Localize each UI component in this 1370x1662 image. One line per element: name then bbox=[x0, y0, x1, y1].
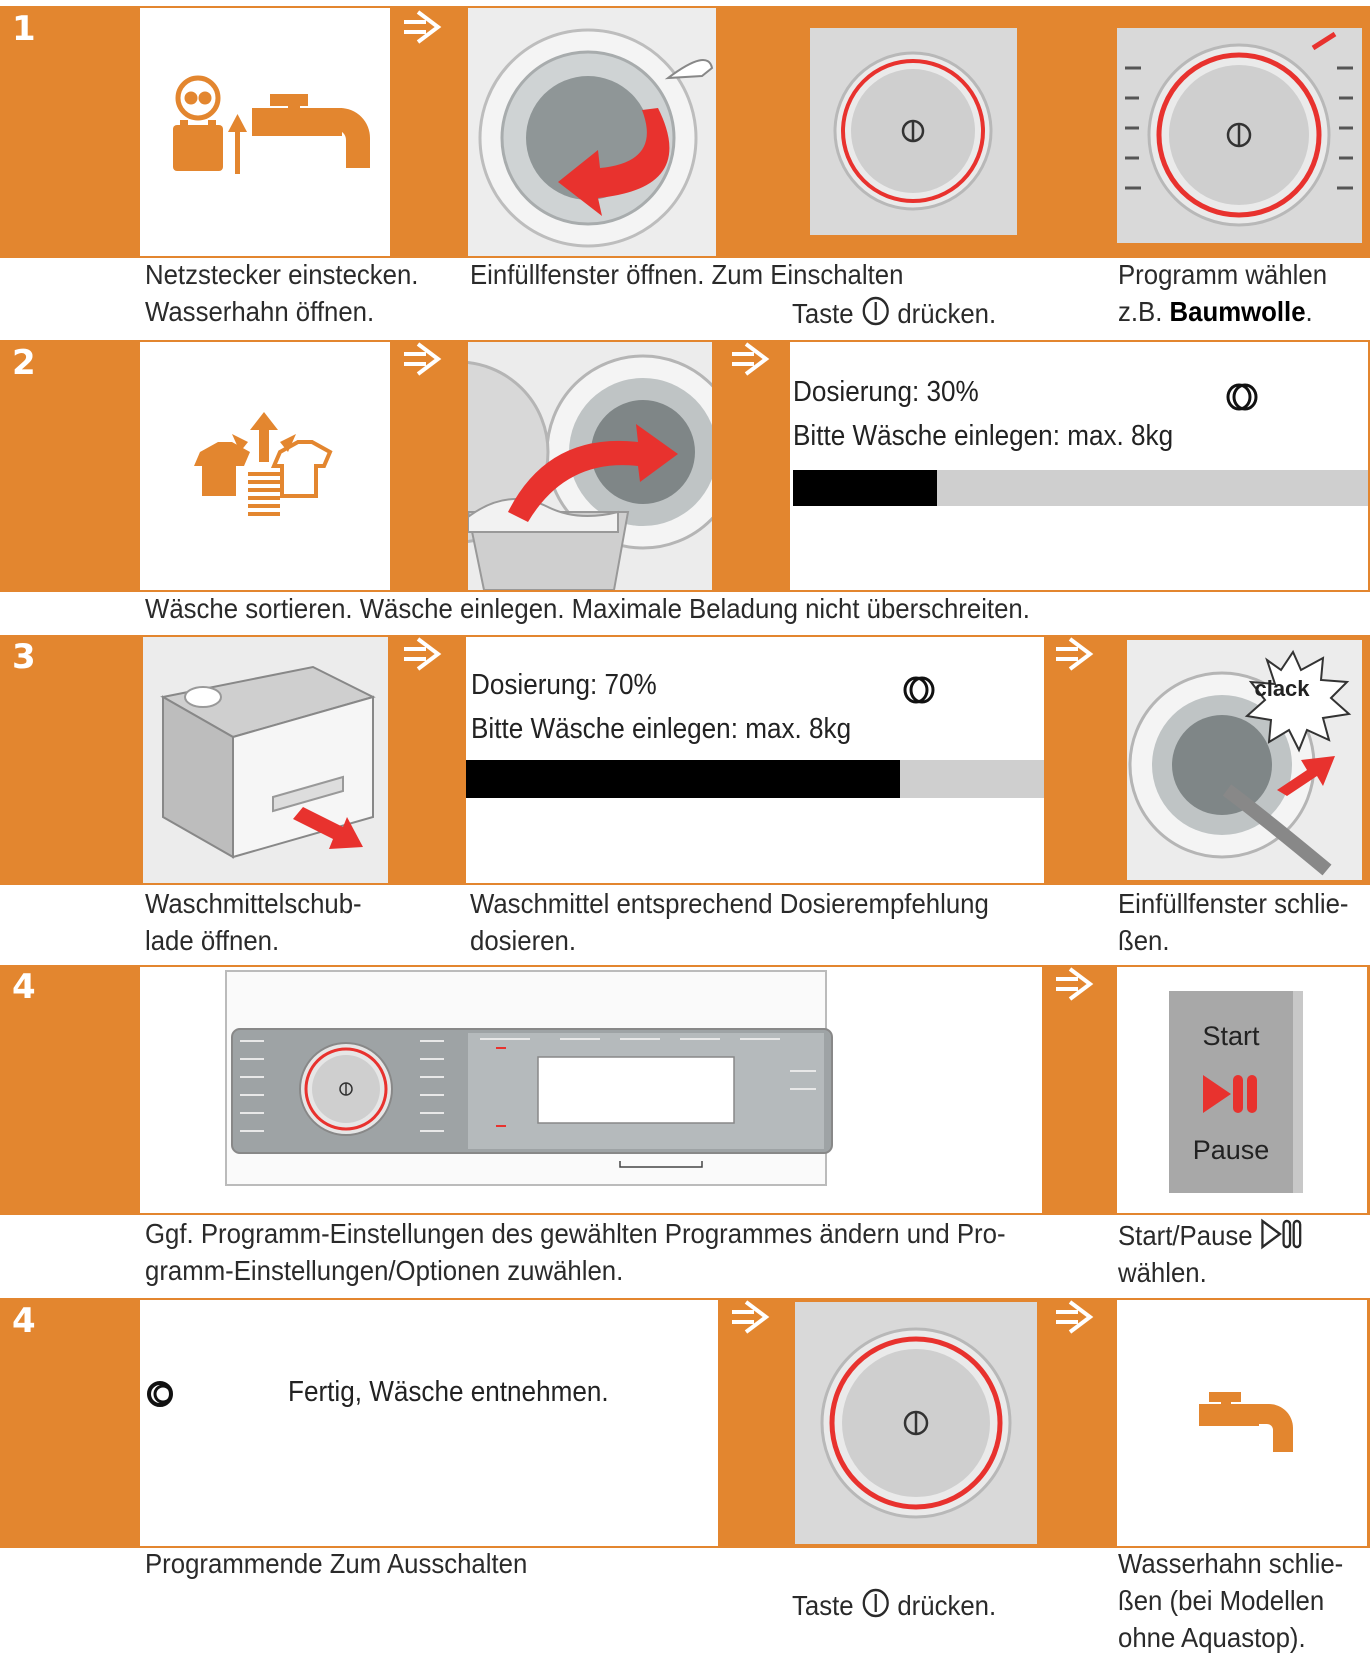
caption-dose-1: Waschmittel entsprechend Dosierempfehlung bbox=[470, 888, 989, 919]
rings-icon bbox=[1225, 382, 1259, 412]
caption-close-2: ßen. bbox=[1118, 925, 1170, 956]
caption-tap-close-1: Wasserhahn schlie- bbox=[1118, 1548, 1344, 1579]
next-arrow-icon bbox=[1052, 635, 1096, 675]
clack-label: clack bbox=[1254, 676, 1310, 701]
finished-icon bbox=[145, 1378, 177, 1410]
shirt-outline-icon bbox=[274, 442, 330, 496]
next-arrow-icon bbox=[1052, 965, 1096, 1005]
caption-program-end: Programmende Zum Ausschalten bbox=[145, 1548, 528, 1579]
next-arrow-icon bbox=[400, 340, 444, 380]
caption-plug-2: Wasserhahn öffnen. bbox=[145, 296, 375, 327]
caption-tap-close-2: ßen (bei Modellen bbox=[1118, 1585, 1325, 1616]
caption-plug-1: Netzstecker einstecken. bbox=[145, 259, 419, 290]
up-arrow-icon bbox=[228, 114, 247, 174]
play-pause-outline-icon bbox=[1260, 1218, 1304, 1250]
caption-start-2: wählen. bbox=[1118, 1257, 1207, 1288]
display-panel-row3 bbox=[466, 637, 1044, 883]
tap-close-illustration bbox=[1117, 1300, 1367, 1546]
load-limit-text: Bitte Wäsche einlegen: max. 8kg bbox=[471, 713, 852, 745]
control-panel-illustration bbox=[140, 967, 1042, 1213]
load-progress-bar bbox=[793, 470, 1368, 506]
next-arrow-icon bbox=[400, 635, 444, 675]
socket-icon bbox=[178, 78, 218, 118]
caption-tap-close-3: ohne Aquastop). bbox=[1118, 1622, 1306, 1653]
caption-sort-load: Wäsche sortieren. Wäsche einlegen. Maximale Beladung nicht überschreiten. bbox=[145, 593, 1030, 624]
sort-laundry-illustration bbox=[140, 342, 390, 590]
load-progress-bar bbox=[466, 760, 1044, 798]
caption-settings-2: gramm-Einstellungen/Optionen zuwählen. bbox=[145, 1255, 624, 1286]
caption-drawer-2: lade öffnen. bbox=[145, 925, 280, 956]
power-icon bbox=[861, 295, 890, 327]
power-knob-illustration-off bbox=[795, 1302, 1037, 1544]
caption-close-1: Einfüllfenster schlie- bbox=[1118, 888, 1349, 919]
display-panel-row5 bbox=[140, 1300, 718, 1546]
plug-icon bbox=[173, 120, 223, 171]
load-progress-fill bbox=[466, 760, 900, 798]
power-knob-panel-1 bbox=[716, 8, 778, 256]
water-tap-icon bbox=[252, 94, 370, 168]
step-number-5: 4 bbox=[12, 1301, 36, 1341]
door-open-illustration bbox=[468, 8, 716, 256]
step-number-4: 4 bbox=[12, 967, 36, 1007]
next-arrow-icon bbox=[728, 340, 772, 380]
pause-label: Pause bbox=[1192, 1135, 1270, 1165]
step-number-3: 3 bbox=[12, 637, 36, 677]
detergent-drawer-illustration bbox=[143, 637, 388, 883]
next-arrow-icon bbox=[728, 1298, 772, 1338]
caption-program-2: z.B. Baumwolle. bbox=[1118, 296, 1313, 327]
caption-door-open: Einfüllfenster öffnen. Zum Einschalten bbox=[470, 259, 904, 290]
next-arrow-icon bbox=[400, 8, 444, 48]
step-number-2: 2 bbox=[12, 343, 36, 383]
power-knob-illustration bbox=[810, 28, 1017, 235]
water-tap-icon bbox=[1199, 1392, 1293, 1452]
load-laundry-illustration bbox=[468, 342, 712, 590]
display-panel-row2 bbox=[790, 342, 1368, 590]
plug-tap-illustration bbox=[140, 8, 390, 256]
play-pause-icon bbox=[1201, 1073, 1263, 1115]
start-label: Start bbox=[1202, 1021, 1260, 1051]
door-close-illustration bbox=[1127, 640, 1362, 880]
caption-dose-2: dosieren. bbox=[470, 925, 576, 956]
start-pause-illustration bbox=[1117, 967, 1367, 1213]
caption-press-power-2: Taste drücken. bbox=[792, 1587, 996, 1624]
program-dial-illustration bbox=[1117, 28, 1362, 243]
dosing-text: Dosierung: 70% bbox=[471, 669, 657, 701]
program-name: Baumwolle bbox=[1169, 296, 1306, 327]
shirt-icon bbox=[194, 442, 250, 496]
caption-press-power-1: Taste drücken. bbox=[792, 295, 996, 332]
load-limit-text: Bitte Wäsche einlegen: max. 8kg bbox=[793, 420, 1174, 452]
power-icon bbox=[861, 1587, 890, 1619]
start-pause-button bbox=[1169, 991, 1303, 1193]
caption-program-1: Programm wählen bbox=[1118, 259, 1328, 290]
finished-text: Fertig, Wäsche entnehmen. bbox=[288, 1376, 609, 1408]
caption-settings-1: Ggf. Programm-Einstellungen des gewählten Programmes ändern und Pro- bbox=[145, 1218, 1006, 1249]
caption-start-1: Start/Pause bbox=[1118, 1217, 1304, 1254]
step-number-1: 1 bbox=[12, 9, 36, 49]
striped-shirt-icon bbox=[248, 472, 280, 516]
load-progress-fill bbox=[793, 470, 937, 506]
dosing-text: Dosierung: 30% bbox=[793, 376, 979, 408]
rings-icon bbox=[902, 675, 936, 705]
caption-drawer-1: Waschmittelschub- bbox=[145, 888, 362, 919]
next-arrow-icon bbox=[1052, 1298, 1096, 1338]
